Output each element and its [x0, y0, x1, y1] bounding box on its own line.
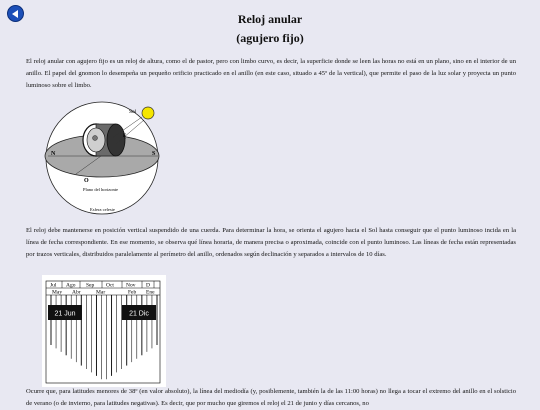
- sun-icon: [142, 107, 154, 119]
- celestial-sphere-diagram: [40, 100, 176, 218]
- date-lines-diagram: [42, 275, 166, 387]
- intro-paragraph: El reloj anular con agujero fijo es un reloj de altura, como el de pastor, pero con limbo curvo, es decir, la superficie donde se leen las horas no está en un plano, sino en el interior de un anillo. El papel del gnomon lo desempeña un pequeño orificio practicado en el anillo (en este caso, situado a 45º de la vertical), que permite el paso de la luz solar y proyecta un punto luminoso sobre el limbo.: [26, 58, 516, 89]
- ring-dial: [83, 124, 125, 156]
- month-top-label: Nov: [126, 282, 136, 289]
- label-s: S: [152, 151, 156, 157]
- month-bottom-label: Ene: [146, 289, 155, 296]
- label-e: E: [123, 134, 127, 139]
- month-top-label: D: [146, 282, 150, 289]
- page-title: Reloj anular: [237, 12, 303, 26]
- label-esfera-celeste: Esfera celeste: [90, 207, 115, 212]
- latitude-paragraph: Ocurre que, para latitudes menores de 38º (en valor absoluto), la línea del mediodía (y, posiblemente, también la de las 11:00 horas) no llega a tocar el extremo del anillo en el solsticio de verano (o de invierno, para latitudes negativas). Es decir, que por mucho que giremos el reloj el 21 de junio y días cercanos, no: [26, 388, 516, 407]
- label-n: N: [51, 151, 56, 157]
- month-bottom-label: Abr: [72, 289, 81, 296]
- month-top-label: Oct: [106, 282, 114, 289]
- label-plano-horizonte: Plano del horizonte: [83, 187, 118, 192]
- usage-paragraph: El reloj debe mantenerse en posición vertical suspendido de una cuerda. Para determinar la hora, se orienta el agujero hacia el Sol hasta conseguir que el punto luminoso incida en la línea de fecha correspondiente. En ese momento, se observa qué línea horaria, de manera precisa o aproximada, coincide con el punto luminoso. Las líneas de fecha están representadas por trazos verticales, distribuidos paralelamente al perímetro del anillo, ordenados según declinación y separados a intervalos de 10 días.: [26, 227, 516, 258]
- label-sol: Sol: [129, 109, 137, 115]
- month-top-label: Sep: [86, 282, 95, 289]
- month-bottom-label: May: [52, 289, 63, 296]
- badge-21-jun: [48, 305, 82, 320]
- month-bottom-label: Feb: [128, 289, 137, 296]
- month-top-label: Jul: [50, 282, 57, 289]
- month-top-label: Ago: [66, 282, 76, 289]
- badge-21-dic: [122, 305, 156, 320]
- badge-21-dic-label: 21 Dic: [129, 310, 149, 318]
- month-bottom-label: Mar: [96, 289, 106, 296]
- label-o: O: [84, 178, 89, 184]
- page-subtitle: (agujero fijo): [236, 31, 304, 45]
- badge-21-jun-label: 21 Jun: [54, 310, 76, 318]
